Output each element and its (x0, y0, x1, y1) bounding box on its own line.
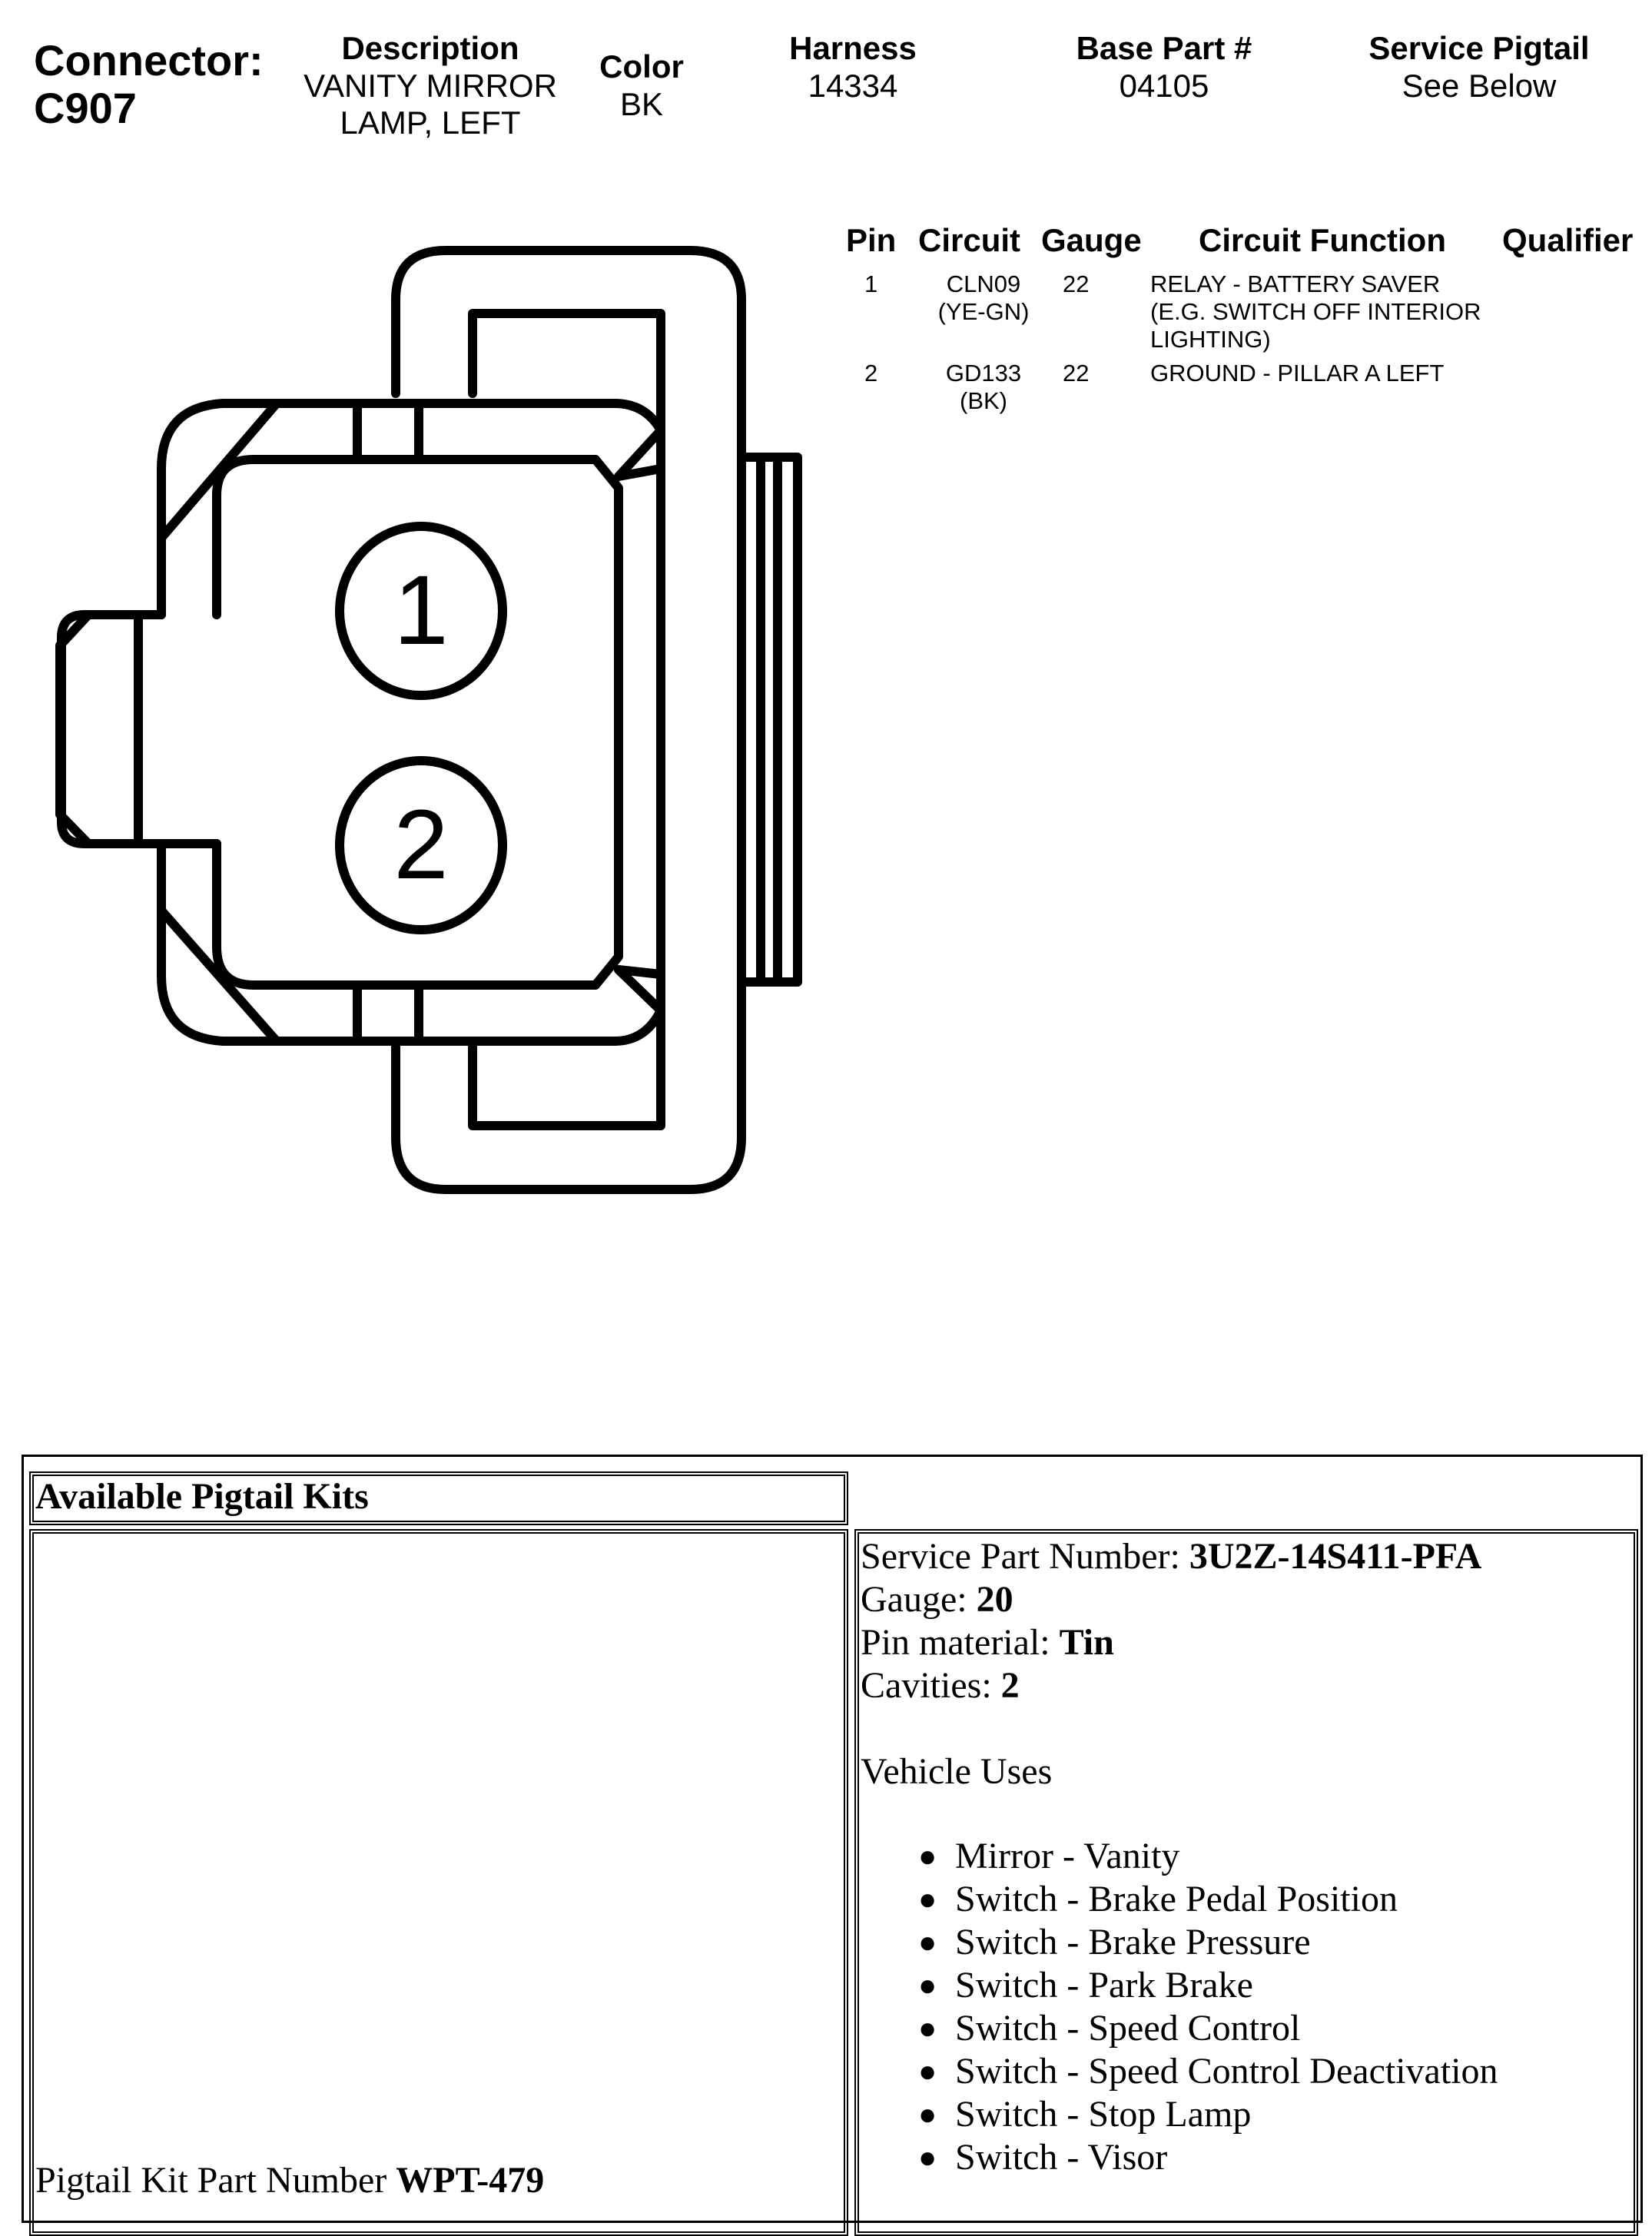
vehicle-uses-title: Vehicle Uses (861, 1751, 1053, 1792)
color-title: Color (599, 48, 684, 85)
bullet-icon: ● (918, 2097, 937, 2131)
service-pigtail-value: See Below (1402, 68, 1557, 104)
gauge-cell: 22 (1063, 270, 1090, 297)
service-pigtail-column (1337, 29, 1621, 105)
pin-material-value: Tin (1059, 1622, 1114, 1663)
pigtail-details (861, 1535, 1629, 2179)
connector-label: Connector: (34, 36, 264, 85)
vehicle-uses-list (918, 1835, 1629, 2179)
circuit-function-cell (1150, 360, 1444, 387)
top-latch-inner (473, 314, 661, 430)
bullet-icon: ● (918, 1882, 937, 1916)
top-divider (357, 403, 419, 459)
body-inner-cavity (217, 459, 619, 985)
bottom-wedge (619, 970, 661, 1010)
right-key-tab (741, 457, 798, 982)
bullet-icon: ● (918, 1839, 937, 1873)
circuit-cell (918, 270, 1049, 326)
cavities-label: Cavities: (861, 1665, 1001, 1706)
circuit-code: GD133 (945, 360, 1022, 386)
base-part-title: Base Part # (1076, 30, 1252, 66)
left-lock-tab-outer (60, 615, 138, 844)
base-part-value: 04105 (1119, 68, 1209, 104)
bullet-icon: ● (918, 1925, 937, 1959)
circuit-function-line: LIGHTING) (1150, 326, 1271, 353)
circuit-function-header: Circuit Function (1199, 222, 1446, 258)
kit-part-label: Pigtail Kit Part Number (35, 2160, 396, 2201)
qualifier-header: Qualifier (1502, 222, 1634, 258)
list-item: ● Switch - Speed Control Deactivation (918, 2051, 1498, 2092)
service-part-number (861, 1535, 1629, 1578)
pin-number: 2 (864, 360, 878, 386)
bottom-latch-outer (396, 1042, 741, 1189)
pigtail-image-cell (29, 1529, 848, 2236)
pin-material-label: Pin material: (861, 1622, 1060, 1663)
gauge-value: 20 (976, 1579, 1013, 1620)
pin-2-label: 2 (393, 790, 449, 900)
circuit-function-line: GROUND - PILLAR A LEFT (1150, 360, 1445, 386)
available-pigtail-kits-title: Available Pigtail Kits (35, 1476, 369, 1517)
circuit-cell (918, 360, 1049, 415)
bottom-divider (357, 985, 419, 1041)
gauge-label: Gauge: (861, 1579, 977, 1620)
color-value: BK (619, 86, 664, 122)
pin-1-label: 1 (393, 556, 449, 665)
circuit-color: (BK) (960, 387, 1007, 414)
pin-number: 1 (864, 270, 878, 297)
circuit-code: CLN09 (946, 270, 1021, 297)
gauge-line (861, 1578, 1629, 1621)
list-item: ● Switch - Brake Pedal Position (918, 1879, 1398, 1919)
circuit-function-line: (E.G. SWITCH OFF INTERIOR (1150, 298, 1481, 325)
right-key-tab-inner (761, 461, 778, 977)
bullet-icon: ● (918, 2054, 937, 2088)
connector-face-diagram (0, 0, 845, 1245)
circuit-function-cell (1150, 270, 1481, 353)
bullet-icon: ● (918, 2140, 937, 2175)
body-outer-shell (161, 403, 661, 1041)
list-item: ● Mirror - Vanity (918, 1836, 1180, 1876)
gauge-header: Gauge (1041, 222, 1142, 258)
circuit-function-line: RELAY - BATTERY SAVER (1150, 270, 1441, 297)
service-part-value: 3U2Z-14S411-PFA (1189, 1536, 1482, 1577)
description-line-1: VANITY MIRROR (304, 68, 557, 104)
top-wedge (619, 430, 661, 476)
service-pigtail-title: Service Pigtail (1368, 30, 1590, 66)
harness-title: Harness (789, 30, 917, 66)
bottom-latch-inner (473, 1010, 661, 1126)
list-item: ● Switch - Brake Pressure (918, 1922, 1311, 1962)
description-title: Description (341, 30, 519, 66)
list-item: ● Switch - Park Brake (918, 1965, 1253, 2005)
bullet-icon: ● (918, 1968, 937, 2002)
circuit-header: Circuit (918, 222, 1021, 258)
cavities-value: 2 (1000, 1665, 1020, 1706)
list-item: ● Switch - Visor (918, 2137, 1168, 2178)
harness-value: 14334 (808, 68, 898, 104)
pigtail-kit-part-number (35, 2159, 544, 2202)
gauge-cell: 22 (1063, 360, 1090, 386)
connector-id: C907 (34, 84, 137, 132)
bullet-icon: ● (918, 2011, 937, 2045)
list-item: ● Switch - Speed Control (918, 2008, 1301, 2049)
base-part-column (1045, 29, 1283, 105)
cavities-line (861, 1664, 1629, 1707)
kit-part-value: WPT-479 (396, 2160, 545, 2201)
top-latch-outer (396, 250, 741, 393)
pin-material-line (861, 1621, 1629, 1664)
circuit-color: (YE-GN) (937, 298, 1030, 325)
description-line-2: LAMP, LEFT (340, 105, 521, 141)
service-part-label: Service Part Number: (861, 1536, 1189, 1577)
pin-header: Pin (846, 222, 897, 258)
list-item: ● Switch - Stop Lamp (918, 2094, 1252, 2135)
